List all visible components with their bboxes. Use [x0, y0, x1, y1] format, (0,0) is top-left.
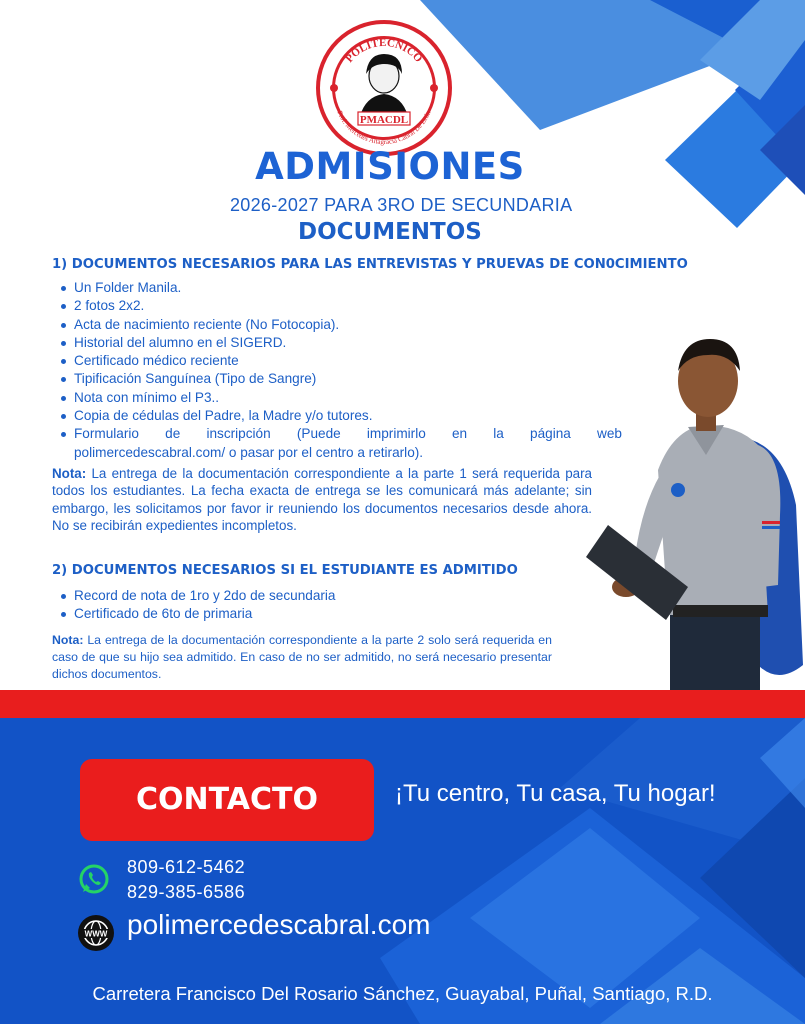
list-item: Copia de cédulas del Padre, la Madre y/o tutores.: [74, 407, 622, 425]
logo-ring-text: Prof. Mercedes Altagracia Cabral De León: [335, 109, 433, 147]
page-title: ADMISIONES: [255, 145, 525, 188]
form-item-line1: Formulario de inscripción (Puede imprimirlo en la página web: [74, 426, 622, 442]
section1-heading: 1) DOCUMENTOS NECESARIOS PARA LAS ENTREVISTAS Y PRUEVAS DE CON0CIMIENTO: [52, 257, 688, 272]
section2-list: [74, 587, 504, 624]
logo-top-text: POLITÉCNICO: [343, 36, 425, 65]
slogan: ¡Tu centro, Tu casa, Tu hogar!: [395, 780, 716, 807]
contact-button[interactable]: CONTACTO: [80, 759, 374, 841]
page-subtitle: 2026-2027 PARA 3RO DE SECUNDARIA: [230, 195, 573, 215]
whatsapp-icon: [77, 862, 111, 896]
list-item: Certificado médico reciente: [74, 352, 622, 370]
form-item-line2: polimercedescabral.com/ o pasar por el centro a retirarlo).: [74, 444, 424, 460]
phone-1[interactable]: 809-612-5462: [127, 857, 246, 877]
list-item: Certificado de 6to de primaria: [74, 605, 504, 623]
note-text: La entrega de la documentación correspondiente a la parte 2 solo será requerida en caso de que su hijo sea admitido. En caso de no ser admitido, no será necesario presentar dichos documentos.: [52, 633, 552, 681]
list-item-form: [74, 425, 622, 443]
list-item: Record de nota de 1ro y 2do de secundaria: [74, 587, 504, 605]
section2-note: [52, 632, 552, 683]
student-photo: [578, 325, 805, 690]
list-item: Nota con mínimo el P3..: [74, 389, 622, 407]
list-item: 2 fotos 2x2.: [74, 297, 622, 315]
note-label: Nota:: [52, 466, 87, 481]
school-logo: [316, 20, 452, 156]
section1-list: [74, 279, 622, 462]
list-item: Tipificación Sanguínea (Tipo de Sangre): [74, 370, 622, 388]
list-item: Historial del alumno en el SIGERD.: [74, 334, 622, 352]
documents-title: DOCUMENTOS: [298, 219, 482, 245]
phone-numbers: [127, 855, 245, 905]
list-item: Un Folder Manila.: [74, 279, 622, 297]
globe-www-icon: [77, 914, 115, 952]
section2-heading: 2) DOCUMENTOS NECESARIOS SI EL ESTUDIANTE ES ADMITIDO: [52, 563, 518, 578]
note-text: La entrega de la documentación correspondiente a la parte 1 será requerida para todos los estudiantes. La fecha exacta de entrega se les comunicará más adelante; sin embargo, les solicitamos por favor ir reuniendo los documentos necesarios desde ahora. No se recibirán expedientes incompletos.: [52, 466, 592, 533]
section1-note: [52, 465, 592, 534]
logo-acronym: PMACDL: [359, 114, 409, 126]
address: Carretera Francisco Del Rosario Sánchez, Guayabal, Puñal, Santiago, R.D.: [92, 983, 713, 1004]
logo-portrait: [320, 24, 448, 152]
website-link[interactable]: polimercedescabral.com: [127, 909, 431, 940]
red-band: [0, 690, 805, 718]
phone-2[interactable]: 829-385-6586: [127, 882, 246, 902]
www-icon-text: WWW: [84, 929, 108, 939]
list-item: Acta de nacimiento reciente (No Fotocopia).: [74, 316, 622, 334]
note-label: Nota:: [52, 633, 84, 647]
